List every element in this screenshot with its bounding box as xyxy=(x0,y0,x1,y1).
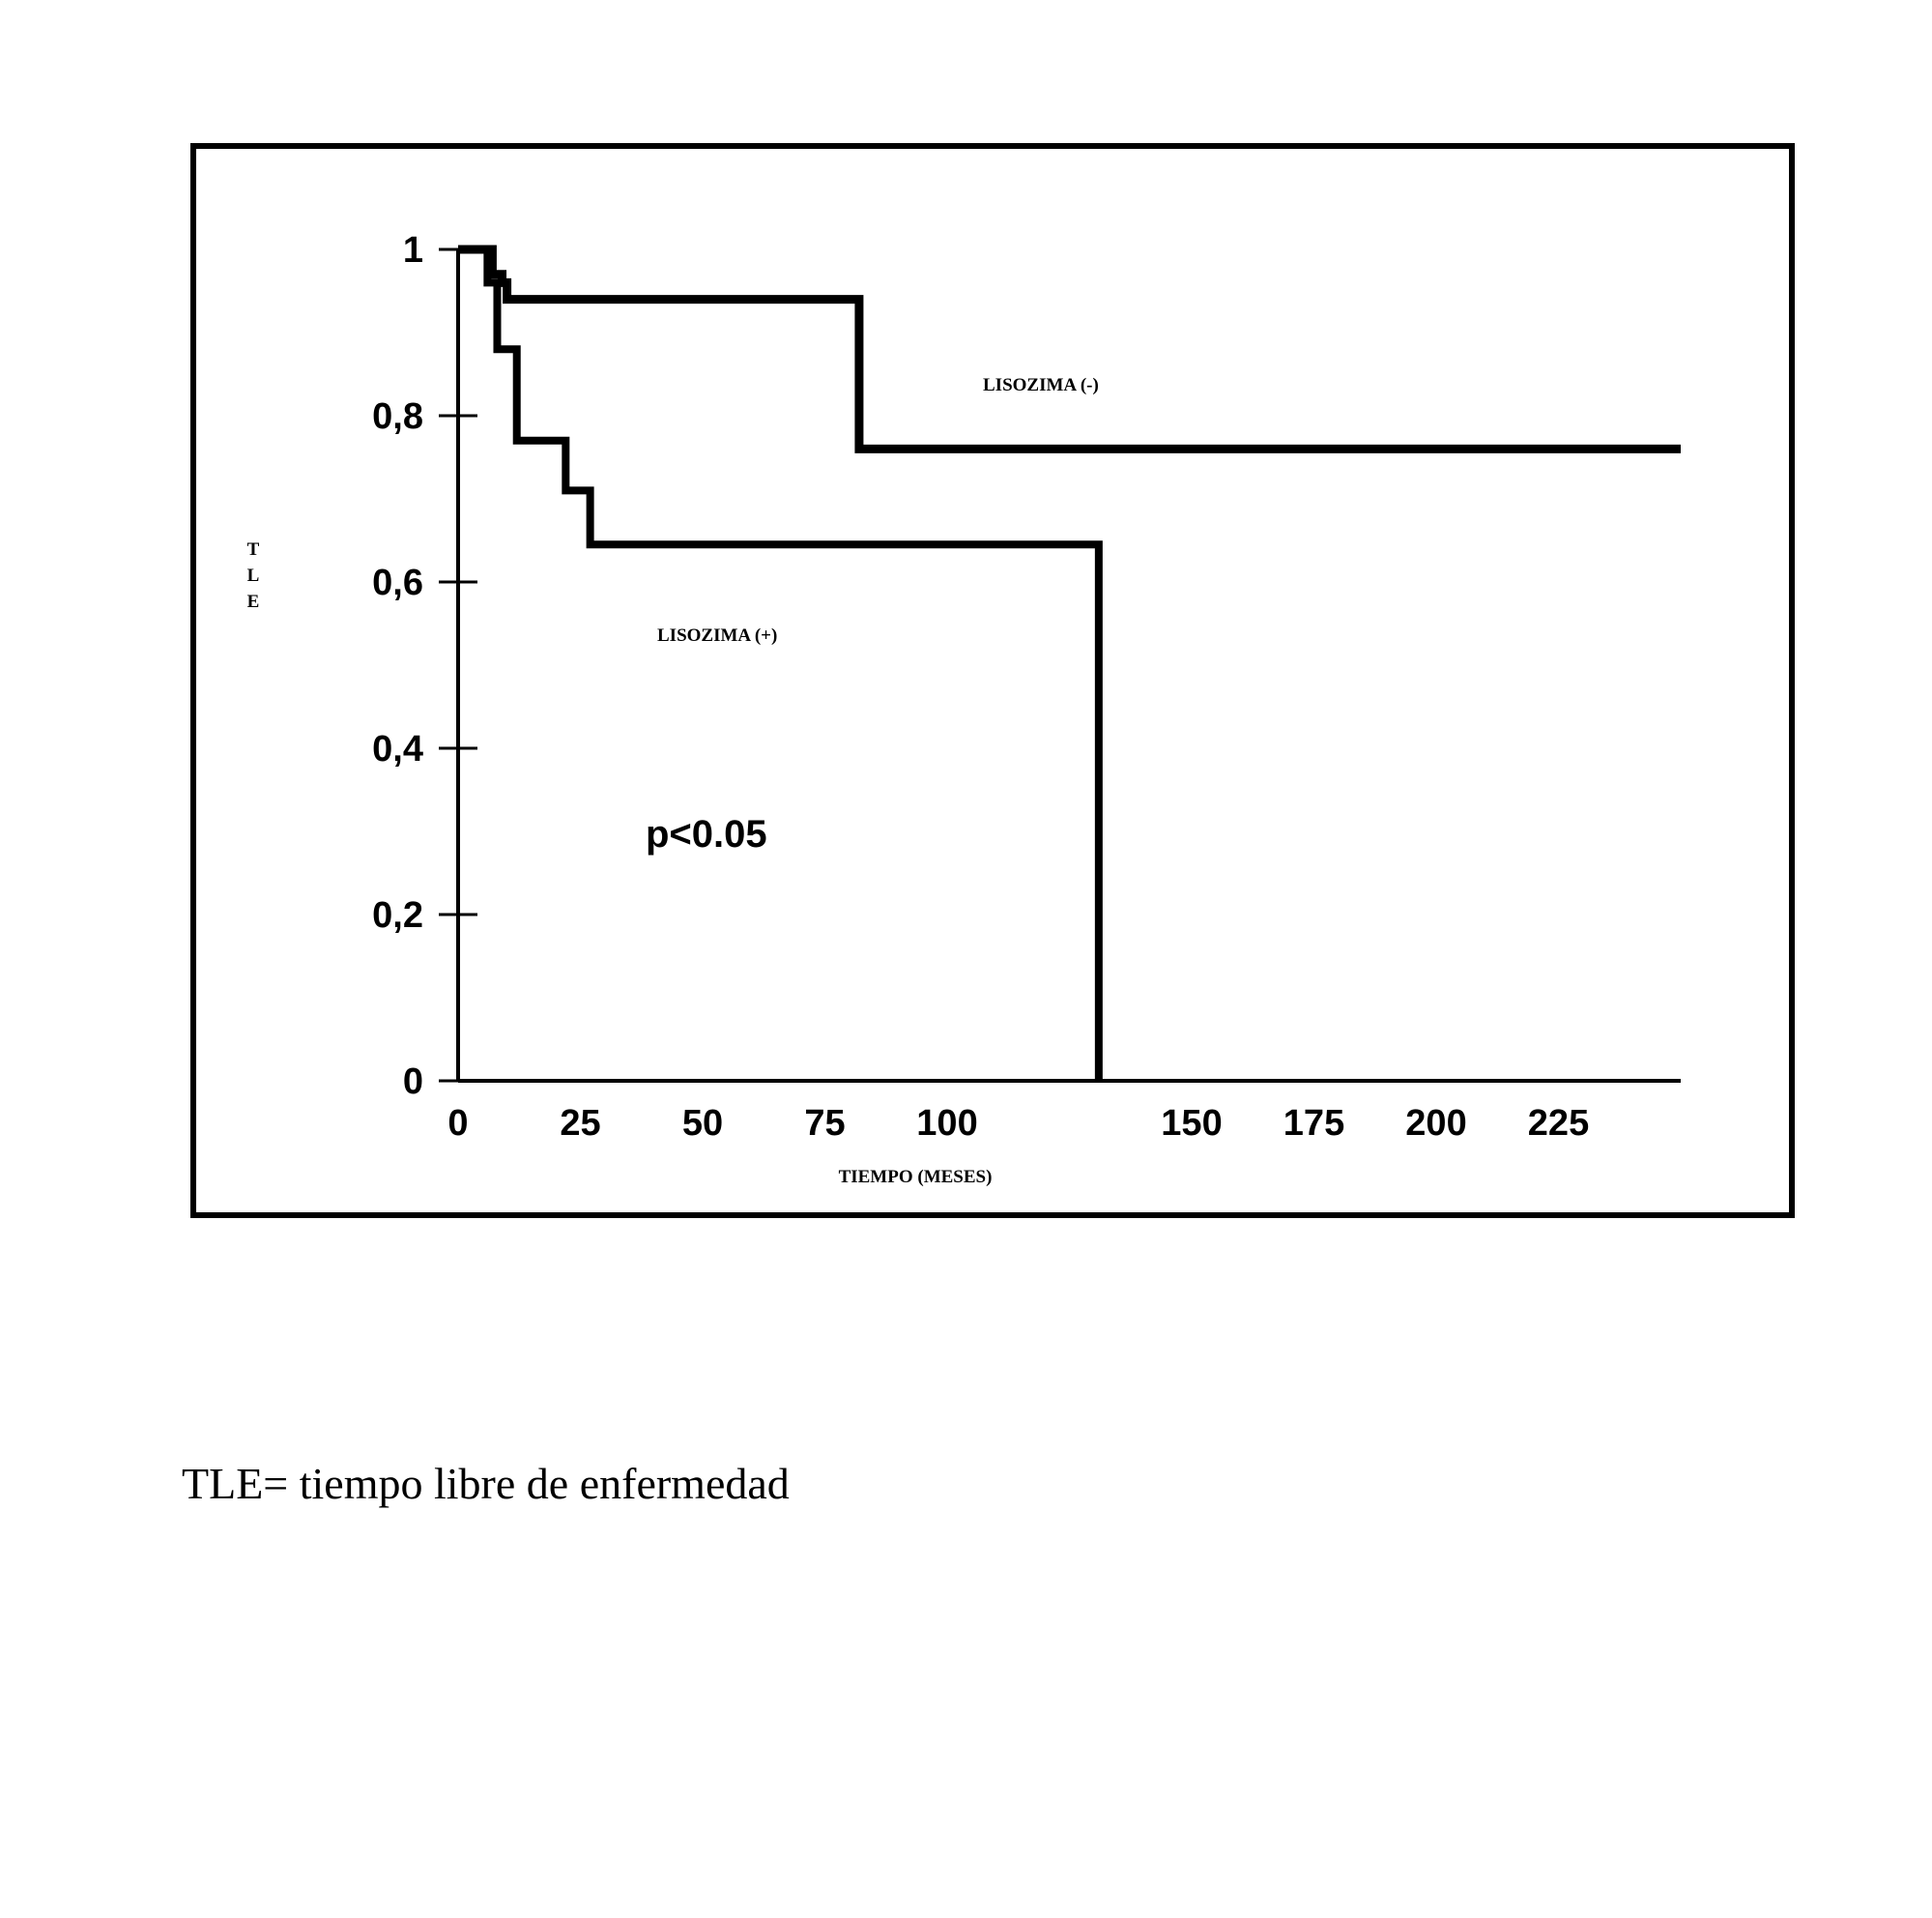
y-axis-label-e: E xyxy=(246,592,260,612)
x-axis-label: TIEMPO (MESES) xyxy=(838,1167,993,1187)
y-axis-label-l: L xyxy=(246,566,260,586)
y-tick-label: 0,6 xyxy=(372,563,423,603)
y-tick-label: 0,4 xyxy=(372,729,423,770)
y-tick-label: 0 xyxy=(402,1061,423,1102)
y-tick-label: 0,8 xyxy=(372,396,423,437)
y-axis-label-t: T xyxy=(246,539,260,560)
x-tick-label: 0 xyxy=(447,1103,469,1144)
p-value-annotation: p<0.05 xyxy=(646,813,767,856)
x-tick-label: 175 xyxy=(1283,1103,1345,1144)
y-tick-label: 1 xyxy=(402,230,423,271)
series-line-1 xyxy=(458,249,1099,1081)
x-tick-label: 150 xyxy=(1161,1103,1223,1144)
x-axis xyxy=(447,1081,1681,1144)
series-label-lisozima-pos: LISOZIMA (+) xyxy=(657,625,778,646)
x-tick-label: 75 xyxy=(804,1103,846,1144)
y-tick-label: 0,2 xyxy=(372,895,423,936)
x-tick-label: 50 xyxy=(681,1103,724,1144)
x-tick-label: 100 xyxy=(916,1103,978,1144)
series-label-lisozima-neg: LISOZIMA (-) xyxy=(983,375,1099,395)
series-layer xyxy=(458,249,1681,1081)
series-line-0 xyxy=(458,249,1681,449)
x-tick-label: 225 xyxy=(1527,1103,1590,1144)
x-tick-label: 200 xyxy=(1405,1103,1467,1144)
y-axis xyxy=(372,230,477,1102)
x-tick-label: 25 xyxy=(560,1103,601,1144)
footnote: TLE= tiempo libre de enfermedad xyxy=(182,1459,790,1508)
